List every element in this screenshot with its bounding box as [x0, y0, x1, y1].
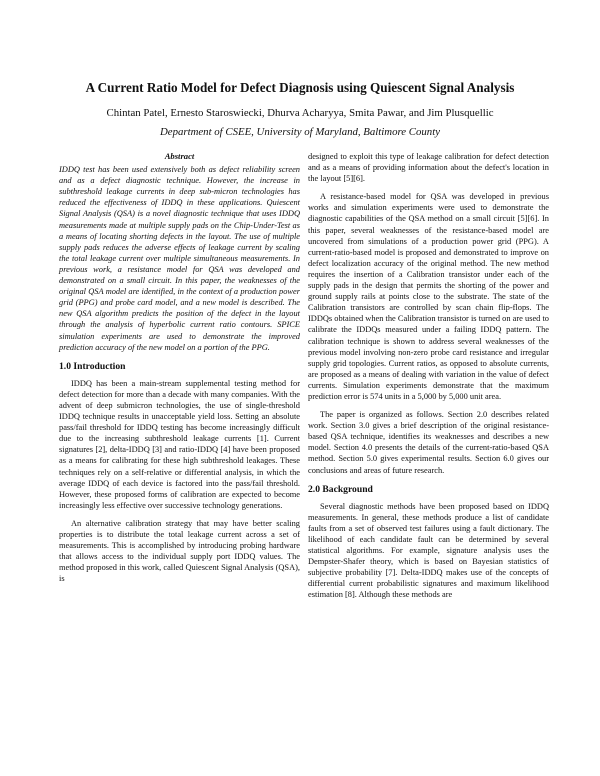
abstract-heading: Abstract: [164, 151, 195, 161]
affiliation: Department of CSEE, University of Maryland, Baltimore County: [160, 126, 440, 138]
intro-paragraph-5: The paper is organized as follows. Section 2.0 describes related work. Section 3.0 gives a brief description of the original resistance-based QSA technique, identifies its weaknesses and describes a new model. Section 4.0 presents the details of the current-ratio-based QSA method. Section 5.0 gives experimental results. Section 6.0 gives our conclusions and areas of future research.: [308, 410, 549, 475]
intro-paragraph-3: designed to exploit this type of leakage calibration for defect detection and as a means of providing information about the defect's location in the layout [5][6].: [308, 152, 549, 184]
intro-paragraph-4: A resistance-based model for QSA was developed in previous works and simulation experiments were used to demonstrate the diagnostic capabilities of the QSA method on a small circuit [5][6]. In this paper, several weaknesses of the resistance-based model are uncovered from simulations of a production power grid (PPG). A current-ratio-based model is proposed and demonstrated to improve on defect localization accuracy of the original method. The new method requires the insertion of a Calibration transistor under each of the supply pads in the design that permits the shorting of the power and ground supply rails at points close to the substrate. The state of the Calibration transistors are controlled by scan chain flip-flops. The IDDQs obtained when the Calibration transistor is turned on are used to calibrate the IDDQs measured under a failing IDDQ pattern. The calibration technique is shown to address several weaknesses of the previous model involving non-zero probe card resistance and irregular supply grid topologies. Current ratios, as opposed to absolute currents, are proposed as a means of dealing with variation in the value of defect currents. Simulation experiments demonstrate that the maximum prediction error is 574 units in a 5,000 by 5,000 unit area.: [308, 192, 549, 401]
intro-paragraph-2: An alternative calibration strategy that may have better scaling properties is to distribute the total leakage current across a set of measurements. This is accomplished by introducing probing hardware that allows access to the individual supply port IDDQ values. The method proposed in this work, called Quiescent Signal Analysis (QSA), is: [59, 518, 300, 584]
section-2-heading: 2.0 Background: [308, 483, 373, 495]
right-column: [308, 151, 549, 601]
left-column: [59, 151, 300, 584]
paper-title: A Current Ratio Model for Defect Diagnosis using Quiescent Signal Analysis: [85, 80, 515, 95]
author-list: Chintan Patel, Ernesto Staroswiecki, Dhurva Acharyya, Smita Pawar, and Jim Plusquellic: [106, 107, 494, 119]
background-paragraph-1: Several diagnostic methods have been proposed based on IDDQ measurements. In general, these methods produce a list of candidate faults from a set of observed test failures using a fault dictionary. The likelihood of each candidate fault can be determined by several statistical algorithms. For example, signature analysis uses the Dempster-Shafer theory, which is based on Bayesian statistics of subjective probability [7]. Delta-IDDQ makes use of the concepts of differential current probabilistic signatures and maximum likelihood estimation [8]. Although these methods are: [308, 501, 549, 600]
abstract-text: IDDQ test has been used extensively both as defect reliability screen and as a defect diagnostic technique. However, the increase in subthreshold leakage currents in deep sub-micron technologies has reduced the effectiveness of IDDQ in these applications. Quiescent Signal Analysis (QSA) is a novel diagnostic technique that uses IDDQ measurements made at multiple supply pads on the Chip-Under-Test as a means of locating shorting defects in the layout. The use of multiple supply pads reduces the adverse effects of leakage current by scaling the total leakage current over multiple simultaneous measurements. In previous work, a resistance model for QSA was developed and demonstrated on a small circuit. In this paper, the weaknesses of the original QSA model are identified, in the context of a production power grid (PPG) and probe card model, and a new model is described. The new QSA algorithm predicts the position of the defect in the layout through the analysis of hyperbolic current ratio contours. SPICE simulation experiments are used to demonstrate the improved prediction accuracy of the new model on a portion of the PPG.: [59, 165, 300, 352]
intro-paragraph-1: IDDQ has been a main-stream supplemental testing method for defect detection for more than a decade with many companies. With the advent of deep submicron technologies, the use of single-threshold IDDQ technique results in unacceptable yield loss. Setting an absolute pass/fail threshold for IDDQ testing has become increasingly difficult due to the increasing subthreshold leakage currents [1]. Current signatures [2], delta-IDDQ [3] and ratio-IDDQ [4] have been proposed as a means for calibrating for these high subthreshold leakages. These techniques rely on a self-relative or differential analysis, in which the average IDDQ of each device is factored into the pass/fail threshold. However, these proposed forms of calibration are expected to become increasingly less effective over successive technology generations.: [59, 378, 300, 510]
section-1-heading: 1.0 Introduction: [59, 360, 126, 372]
